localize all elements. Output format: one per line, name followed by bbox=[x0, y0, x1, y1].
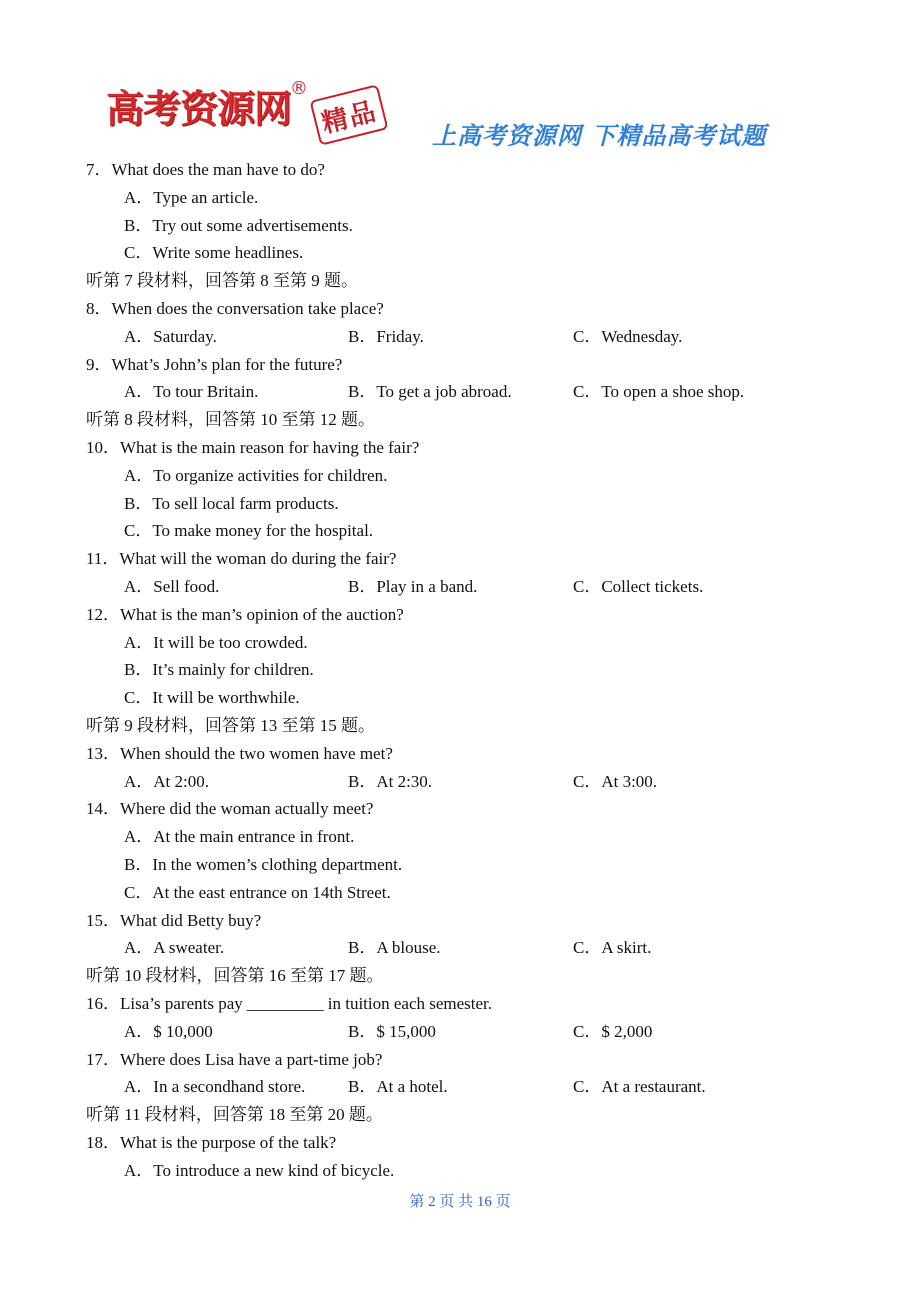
option-12b: B．It’s mainly for children. bbox=[124, 660, 314, 680]
question-9: 9．What’s John’s plan for the future? bbox=[86, 354, 343, 374]
question-15: 15．What did Betty buy? bbox=[86, 910, 262, 930]
option-18a: A．To introduce a new kind of bicycle. bbox=[124, 1160, 395, 1180]
question-18: 18．What is the purpose of the talk? bbox=[86, 1132, 337, 1152]
option-8a: A．Saturday. bbox=[124, 326, 217, 346]
section-heading-7: 听第 7 段材料，回答第 8 至第 9 题。 bbox=[86, 271, 358, 291]
registered-mark: ® bbox=[290, 78, 308, 99]
option-16c: C．$ 2,000 bbox=[573, 1021, 653, 1041]
option-13c: C．At 3:00. bbox=[573, 771, 658, 791]
option-10a: A．To organize activities for children. bbox=[124, 465, 388, 485]
option-15b: B．A blouse. bbox=[348, 938, 441, 958]
options-9 bbox=[86, 378, 846, 406]
section-heading-10: 听第 10 段材料，回答第 16 至第 17 题。 bbox=[86, 966, 384, 986]
option-9b: B．To get a job abroad. bbox=[348, 382, 512, 402]
question-12: 12．What is the man’s opinion of the auction? bbox=[86, 604, 404, 624]
quality-stamp: 精品 bbox=[309, 84, 388, 146]
question-17: 17．Where does Lisa have a part-time job? bbox=[86, 1049, 383, 1069]
question-16: 16．Lisa’s parents pay _________ in tuition each semester. bbox=[86, 993, 493, 1013]
option-11c: C．Collect tickets. bbox=[573, 576, 704, 596]
option-11a: A．Sell food. bbox=[124, 576, 220, 596]
options-17 bbox=[86, 1073, 846, 1101]
option-17c: C．At a restaurant. bbox=[573, 1077, 706, 1097]
option-17a: A．In a secondhand store. bbox=[124, 1077, 306, 1097]
options-15 bbox=[86, 934, 846, 962]
option-13a: A．At 2:00. bbox=[124, 771, 209, 791]
option-8b: B．Friday. bbox=[348, 326, 424, 346]
question-11: 11．What will the woman do during the fair? bbox=[86, 549, 397, 569]
option-10c: C．To make money for the hospital. bbox=[124, 521, 374, 541]
page-number: 第 2 页 共 16 页 bbox=[409, 1194, 511, 1210]
option-8c: C．Wednesday. bbox=[573, 326, 683, 346]
option-12a: A．It will be too crowded. bbox=[124, 632, 308, 652]
option-16b: B．$ 15,000 bbox=[348, 1021, 436, 1041]
question-8: 8．When does the conversation take place? bbox=[86, 298, 384, 318]
option-9a: A．To tour Britain. bbox=[124, 382, 259, 402]
options-11 bbox=[86, 573, 846, 601]
section-heading-9: 听第 9 段材料，回答第 13 至第 15 题。 bbox=[86, 715, 375, 735]
section-heading-11: 听第 11 段材料，回答第 18 至第 20 题。 bbox=[86, 1105, 383, 1125]
question-10: 10．What is the main reason for having the fair? bbox=[86, 437, 420, 457]
option-11b: B．Play in a band. bbox=[348, 576, 478, 596]
option-14b: B．In the women’s clothing department. bbox=[124, 854, 403, 874]
option-17b: B．At a hotel. bbox=[348, 1077, 448, 1097]
option-9c: C．To open a shoe shop. bbox=[573, 382, 745, 402]
question-14: 14．Where did the woman actually meet? bbox=[86, 799, 374, 819]
page-header bbox=[0, 0, 920, 160]
option-13b: B．At 2:30. bbox=[348, 771, 433, 791]
options-8 bbox=[86, 323, 846, 351]
site-logo: 高考资源网 bbox=[106, 86, 292, 131]
options-16 bbox=[86, 1018, 846, 1046]
option-14c: C．At the east entrance on 14th Street. bbox=[124, 882, 391, 902]
options-13 bbox=[86, 768, 846, 796]
question-7: 7．What does the man have to do? bbox=[86, 160, 325, 179]
option-10b: B．To sell local farm products. bbox=[124, 493, 339, 513]
option-7b: B．Try out some advertisements. bbox=[124, 215, 353, 235]
option-14a: A．At the main entrance in front. bbox=[124, 827, 355, 847]
question-list bbox=[86, 156, 846, 1184]
question-13: 13．When should the two women have met? bbox=[86, 743, 393, 763]
option-12c: C．It will be worthwhile. bbox=[124, 688, 300, 708]
option-15a: A．A sweater. bbox=[124, 938, 225, 958]
option-7a: A．Type an article. bbox=[124, 187, 259, 207]
option-16a: A．$ 10,000 bbox=[124, 1021, 213, 1041]
section-heading-8: 听第 8 段材料，回答第 10 至第 12 题。 bbox=[86, 410, 375, 430]
site-slogan: 上高考资源网 下精品高考试题 bbox=[432, 122, 767, 150]
option-7c: C．Write some headlines. bbox=[124, 243, 304, 263]
option-15c: C．A skirt. bbox=[573, 938, 652, 958]
